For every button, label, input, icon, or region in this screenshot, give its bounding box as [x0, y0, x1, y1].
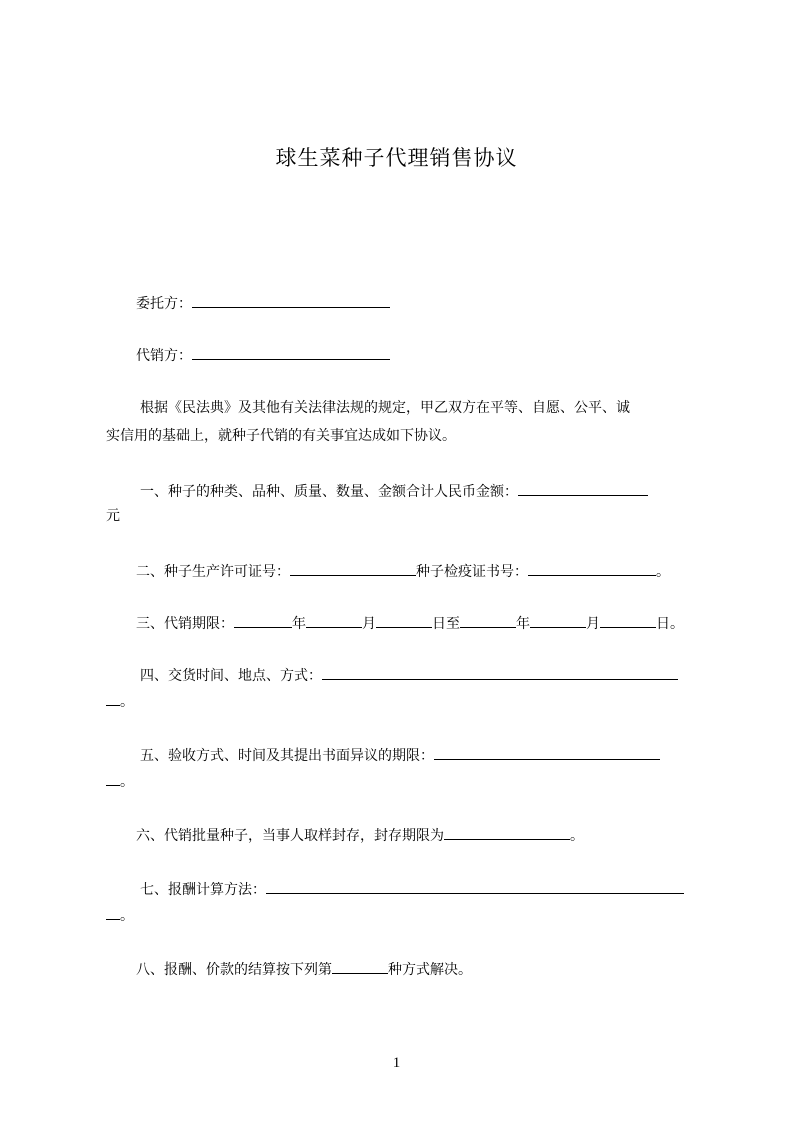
clause-7-end: 。 — [120, 908, 134, 924]
year-label: 年 — [516, 616, 530, 632]
clause-5-end: 。 — [120, 774, 134, 790]
delivery-blank[interactable] — [322, 664, 678, 680]
clause-4-cont — [106, 690, 702, 712]
clause-8-text: 八、报酬、价款的结算按下列第 — [136, 962, 332, 978]
year-label: 年 — [292, 616, 306, 632]
clause-1 — [106, 480, 736, 502]
month-label: 月 — [586, 616, 600, 632]
end-day-blank[interactable] — [600, 612, 656, 628]
clause-1-amount-blank[interactable] — [518, 480, 648, 496]
clause-6-text: 六、代销批量种子，当事人取样封存，封存期限为 — [136, 828, 444, 844]
delivery-blank-cont[interactable] — [106, 690, 120, 706]
start-month-blank[interactable] — [306, 612, 362, 628]
acceptance-blank[interactable] — [434, 744, 660, 760]
clause-7 — [106, 878, 736, 900]
license-number-blank[interactable] — [290, 560, 416, 576]
month-label: 月 — [362, 616, 376, 632]
clause-7-cont — [106, 904, 702, 926]
client-line — [106, 292, 732, 314]
acceptance-blank-cont[interactable] — [106, 770, 120, 786]
clause-4 — [106, 664, 736, 686]
agent-blank[interactable] — [192, 344, 390, 360]
clause-5-text: 五、验收方式、时间及其提出书面异议的期限： — [140, 748, 434, 764]
clause-1-text: 一、种子的种类、品种、质量、数量、金额合计人民币金额： — [140, 484, 518, 500]
page-number: 1 — [392, 1055, 401, 1071]
intro-line-2: 实信用的基础上，就种子代销的有关事宜达成如下协议。 — [106, 428, 456, 444]
document-title: 球生菜种子代理销售协议 — [275, 146, 518, 170]
clause-8 — [106, 958, 732, 980]
clause-4-end: 。 — [120, 694, 134, 710]
clause-5 — [106, 744, 736, 766]
clause-6-end: 。 — [570, 828, 584, 844]
clause-4-text: 四、交货时间、地点、方式： — [140, 668, 322, 684]
day-end-label: 日。 — [656, 616, 684, 632]
client-label: 委托方： — [136, 296, 192, 312]
clause-3-text: 三、代销期限： — [136, 616, 234, 632]
settlement-method-blank[interactable] — [332, 958, 388, 974]
end-month-blank[interactable] — [530, 612, 586, 628]
clause-3 — [106, 612, 732, 634]
clause-2 — [106, 560, 732, 582]
clause-2-end: 。 — [656, 564, 670, 580]
clause-2-text: 二、种子生产许可证号： — [136, 564, 290, 580]
remuneration-blank-cont[interactable] — [106, 904, 120, 920]
sealing-period-blank[interactable] — [444, 824, 570, 840]
remuneration-blank[interactable] — [266, 878, 684, 894]
clause-1-unit: 元 — [106, 508, 120, 524]
end-year-blank[interactable] — [460, 612, 516, 628]
agent-line — [106, 344, 732, 366]
clause-7-text: 七、报酬计算方法： — [140, 882, 266, 898]
agent-label: 代销方： — [136, 348, 192, 364]
clause-5-cont — [106, 770, 702, 792]
clause-8-text-b: 种方式解决。 — [388, 962, 472, 978]
day-to-label: 日至 — [432, 616, 460, 632]
clause-2-text-b: 种子检疫证书号： — [416, 564, 528, 580]
clause-6 — [106, 824, 732, 846]
start-year-blank[interactable] — [234, 612, 292, 628]
start-day-blank[interactable] — [376, 612, 432, 628]
intro-line-1: 根据《民法典》及其他有关法律法规的规定，甲乙双方在平等、自愿、公平、诚 — [140, 400, 630, 416]
quarantine-number-blank[interactable] — [528, 560, 656, 576]
client-blank[interactable] — [192, 292, 390, 308]
